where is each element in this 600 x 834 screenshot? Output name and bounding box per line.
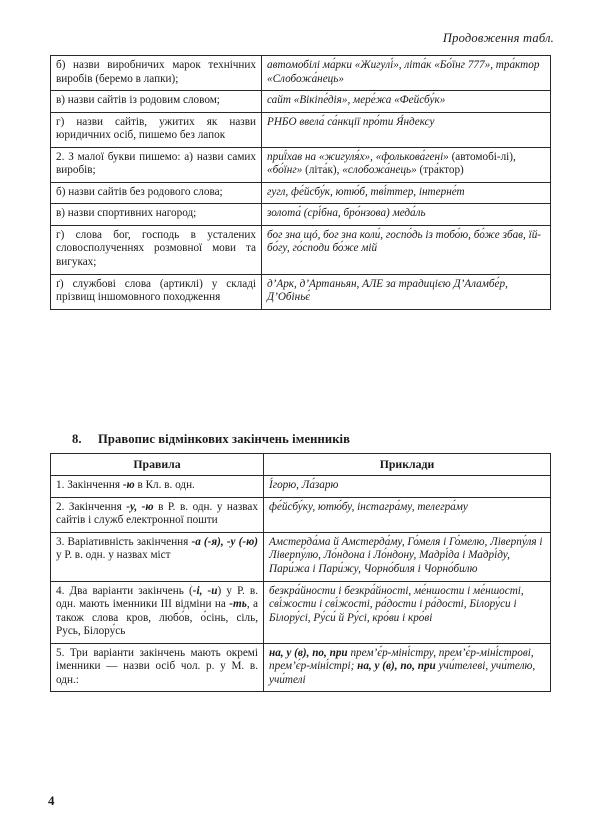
rule-cell: в) назви спортивних нагород; — [51, 204, 262, 226]
section-number: 8. — [72, 432, 82, 446]
example-cell: фе́йсбу́ку, ютю́бу, інстагра́му, телегра́му — [264, 497, 551, 532]
example-cell: автомобілі ма́рки «Жигулі́», літа́к «Бо́їнг 777», тра́ктор «Слобожа́нець» — [262, 56, 551, 91]
example-cell: приї́хав на «жигуля́х», «фолькова́гені» (автомобі-лі), «бо́їнг» (літа́к), «слобожа́нець» (тра́ктор) — [262, 147, 551, 182]
table-one-container — [0, 55, 551, 310]
table-row — [51, 225, 551, 274]
rule-cell: 3. Варіативність закінчення -а (-я), -у (-ю) у Р. в. одн. у назвах міст — [51, 532, 264, 581]
spelling-rules-table-one — [50, 55, 551, 310]
example-cell: РНБО ввела́ са́нкції про́ти Я́ндексу — [262, 112, 551, 147]
example-cell: д’Арк, д’Артаньян, АЛЕ за традицією Д’Аламбе́р, Д’Обіньє́ — [262, 274, 551, 309]
continued-table-header: Продовження табл. — [442, 31, 554, 45]
rule-cell: ґ) службові слова (артиклі) у складі прізвищ іншомовного походження — [51, 274, 262, 309]
table-row — [51, 91, 551, 113]
example-cell: гугл, фе́йсбу́к, ютю́б, тві́ттер, інтерне́т — [262, 182, 551, 204]
example-cell: Амстерда́ма й Амстерда́му, Го́меля і Го́мелю, Ліверпу́ля і Ліверпу́лю, Ло́ндона і Ло́ндону, Мадрі́да і Мадрі́ду, Пари́жа і Пари́жу, Чорно́биля і Чорно́билю — [264, 532, 551, 581]
table-two-container — [0, 453, 551, 692]
table-row — [51, 476, 551, 498]
rule-cell: 4. Два варіанти закінчень (-і, -и) у Р. в. одн. мають іменники III відміни на -ть, а також слова кров, любо́в, о́сінь, сіль, Русь, Білору́сь — [51, 581, 264, 643]
section-title: Правопис відмінкових закінчень іменників — [98, 432, 351, 446]
table-row — [51, 532, 551, 581]
table-row — [51, 581, 551, 643]
rule-cell: г) назви сайтів, ужитих як назви юридичних осіб, пишемо без лапок — [51, 112, 262, 147]
table-row — [51, 204, 551, 226]
table-header-row — [51, 454, 551, 476]
case-endings-table-two — [50, 453, 551, 692]
table-row — [51, 147, 551, 182]
rule-cell: б) назви виробничих марок технічних виробів (беремо в лапки); — [51, 56, 262, 91]
table-row — [51, 497, 551, 532]
example-cell: на, у (в), по, при прем’є́р-міні́стру, прем’є́р-міні́строві, прем’є́р-міні́стрі; на, у (в), по, при учи́телеві, учи́телю, учи́телі — [264, 643, 551, 692]
rule-cell: 2. З малої букви пишемо: а) назви самих виробів; — [51, 147, 262, 182]
rule-cell: в) назви сайтів із родовим словом; — [51, 91, 262, 113]
rule-cell: 5. Три варіанти закінчень мають окремі іменники — назви осіб чол. р. у М. в. одн.: — [51, 643, 264, 692]
rule-cell: б) назви сайтів без родового слова; — [51, 182, 262, 204]
rule-cell: 1. Закінчення -ю в Кл. в. одн. — [51, 476, 264, 498]
example-cell: золота́ (срі́бна, бро́нзова) меда́ль — [262, 204, 551, 226]
page-number: 4 — [48, 793, 55, 808]
example-cell: безкра́йности і безкра́йності, ме́ншости і ме́ншості, сві́жости і сві́жості, ра́дости і ра́дості, Білору́си і Білору́сі, Ру́си́ й Ру́сі, кро́ви і кро́ві — [264, 581, 551, 643]
section-heading — [72, 432, 350, 447]
table-row — [51, 56, 551, 91]
rule-cell: 2. Закінчення -у, -ю в Р. в. одн. у назвах сайтів і служб електронної пошти — [51, 497, 264, 532]
example-cell: І́горю, Ла́зарю — [264, 476, 551, 498]
table-row — [51, 643, 551, 692]
table-row — [51, 274, 551, 309]
column-header-examples: Приклади — [264, 454, 551, 476]
example-cell: бог зна щó, бог зна коли́, госпо́дь із тобо́ю, бо́же збав, їй-бо́гу, го́споди бо́же мій — [262, 225, 551, 274]
example-cell: сайт «Вікіпе́дія», мере́жа «Фейсбу́к» — [262, 91, 551, 113]
table-row — [51, 112, 551, 147]
rule-cell: г) слова бог, господь в усталених словосполученнях розмовної мови та вигуках; — [51, 225, 262, 274]
column-header-rules: Правила — [51, 454, 264, 476]
table-row — [51, 182, 551, 204]
